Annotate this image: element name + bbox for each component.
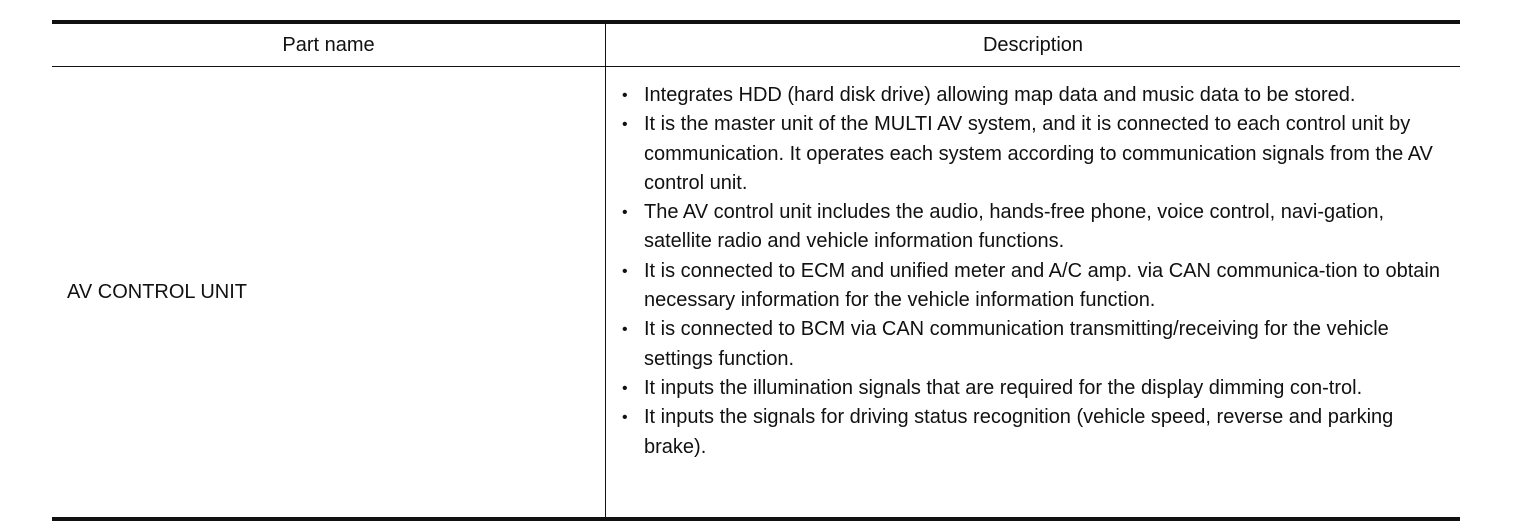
bullet-icon: • [622,262,628,280]
description-item [622,257,1448,316]
description-list [622,81,1448,462]
description-item [622,81,1448,110]
description-item [622,403,1448,462]
description-item-text: Integrates HDD (hard disk drive) allowing map data and music data to be stored. [644,84,1356,106]
bullet-icon: • [622,87,628,104]
parts-description-table [52,20,1460,521]
bullet-icon: • [622,204,628,222]
bullet-icon: • [622,116,628,134]
table-row [52,67,1460,517]
description-item-text: It is the master unit of the MULTI AV system, and it is connected to each control unit by communication. It operates each system according to communication signals from the AV control unit. [644,113,1433,194]
description-item [622,374,1448,403]
description-cell [606,67,1460,517]
description-item [622,198,1448,257]
bullet-icon: • [622,321,628,339]
header-part-name: Part name [52,24,606,66]
table-header-row [52,24,1460,67]
description-item-text: It is connected to BCM via CAN communication transmitting/receiving for the vehicle settings function. [644,318,1389,370]
table-bottom-rule [52,517,1460,521]
description-item-text: The AV control unit includes the audio, hands-free phone, voice control, navi-gation, satellite radio and vehicle information functions. [644,201,1385,253]
description-item-text: It is connected to ECM and unified meter and A/C amp. via CAN communica-tion to obtain necessary information for the vehicle information function. [644,259,1440,312]
description-item [622,315,1448,374]
description-item-text: It inputs the signals for driving status recognition (vehicle speed, reverse and parking brake). [644,406,1394,458]
header-description: Description [982,33,1084,56]
part-name-cell: AV CONTROL UNIT [52,67,606,517]
description-item [622,110,1448,198]
description-item-text: It inputs the illumination signals that are required for the display dimming con-trol. [644,376,1363,399]
bullet-icon: • [622,409,628,427]
bullet-icon: • [622,379,628,397]
